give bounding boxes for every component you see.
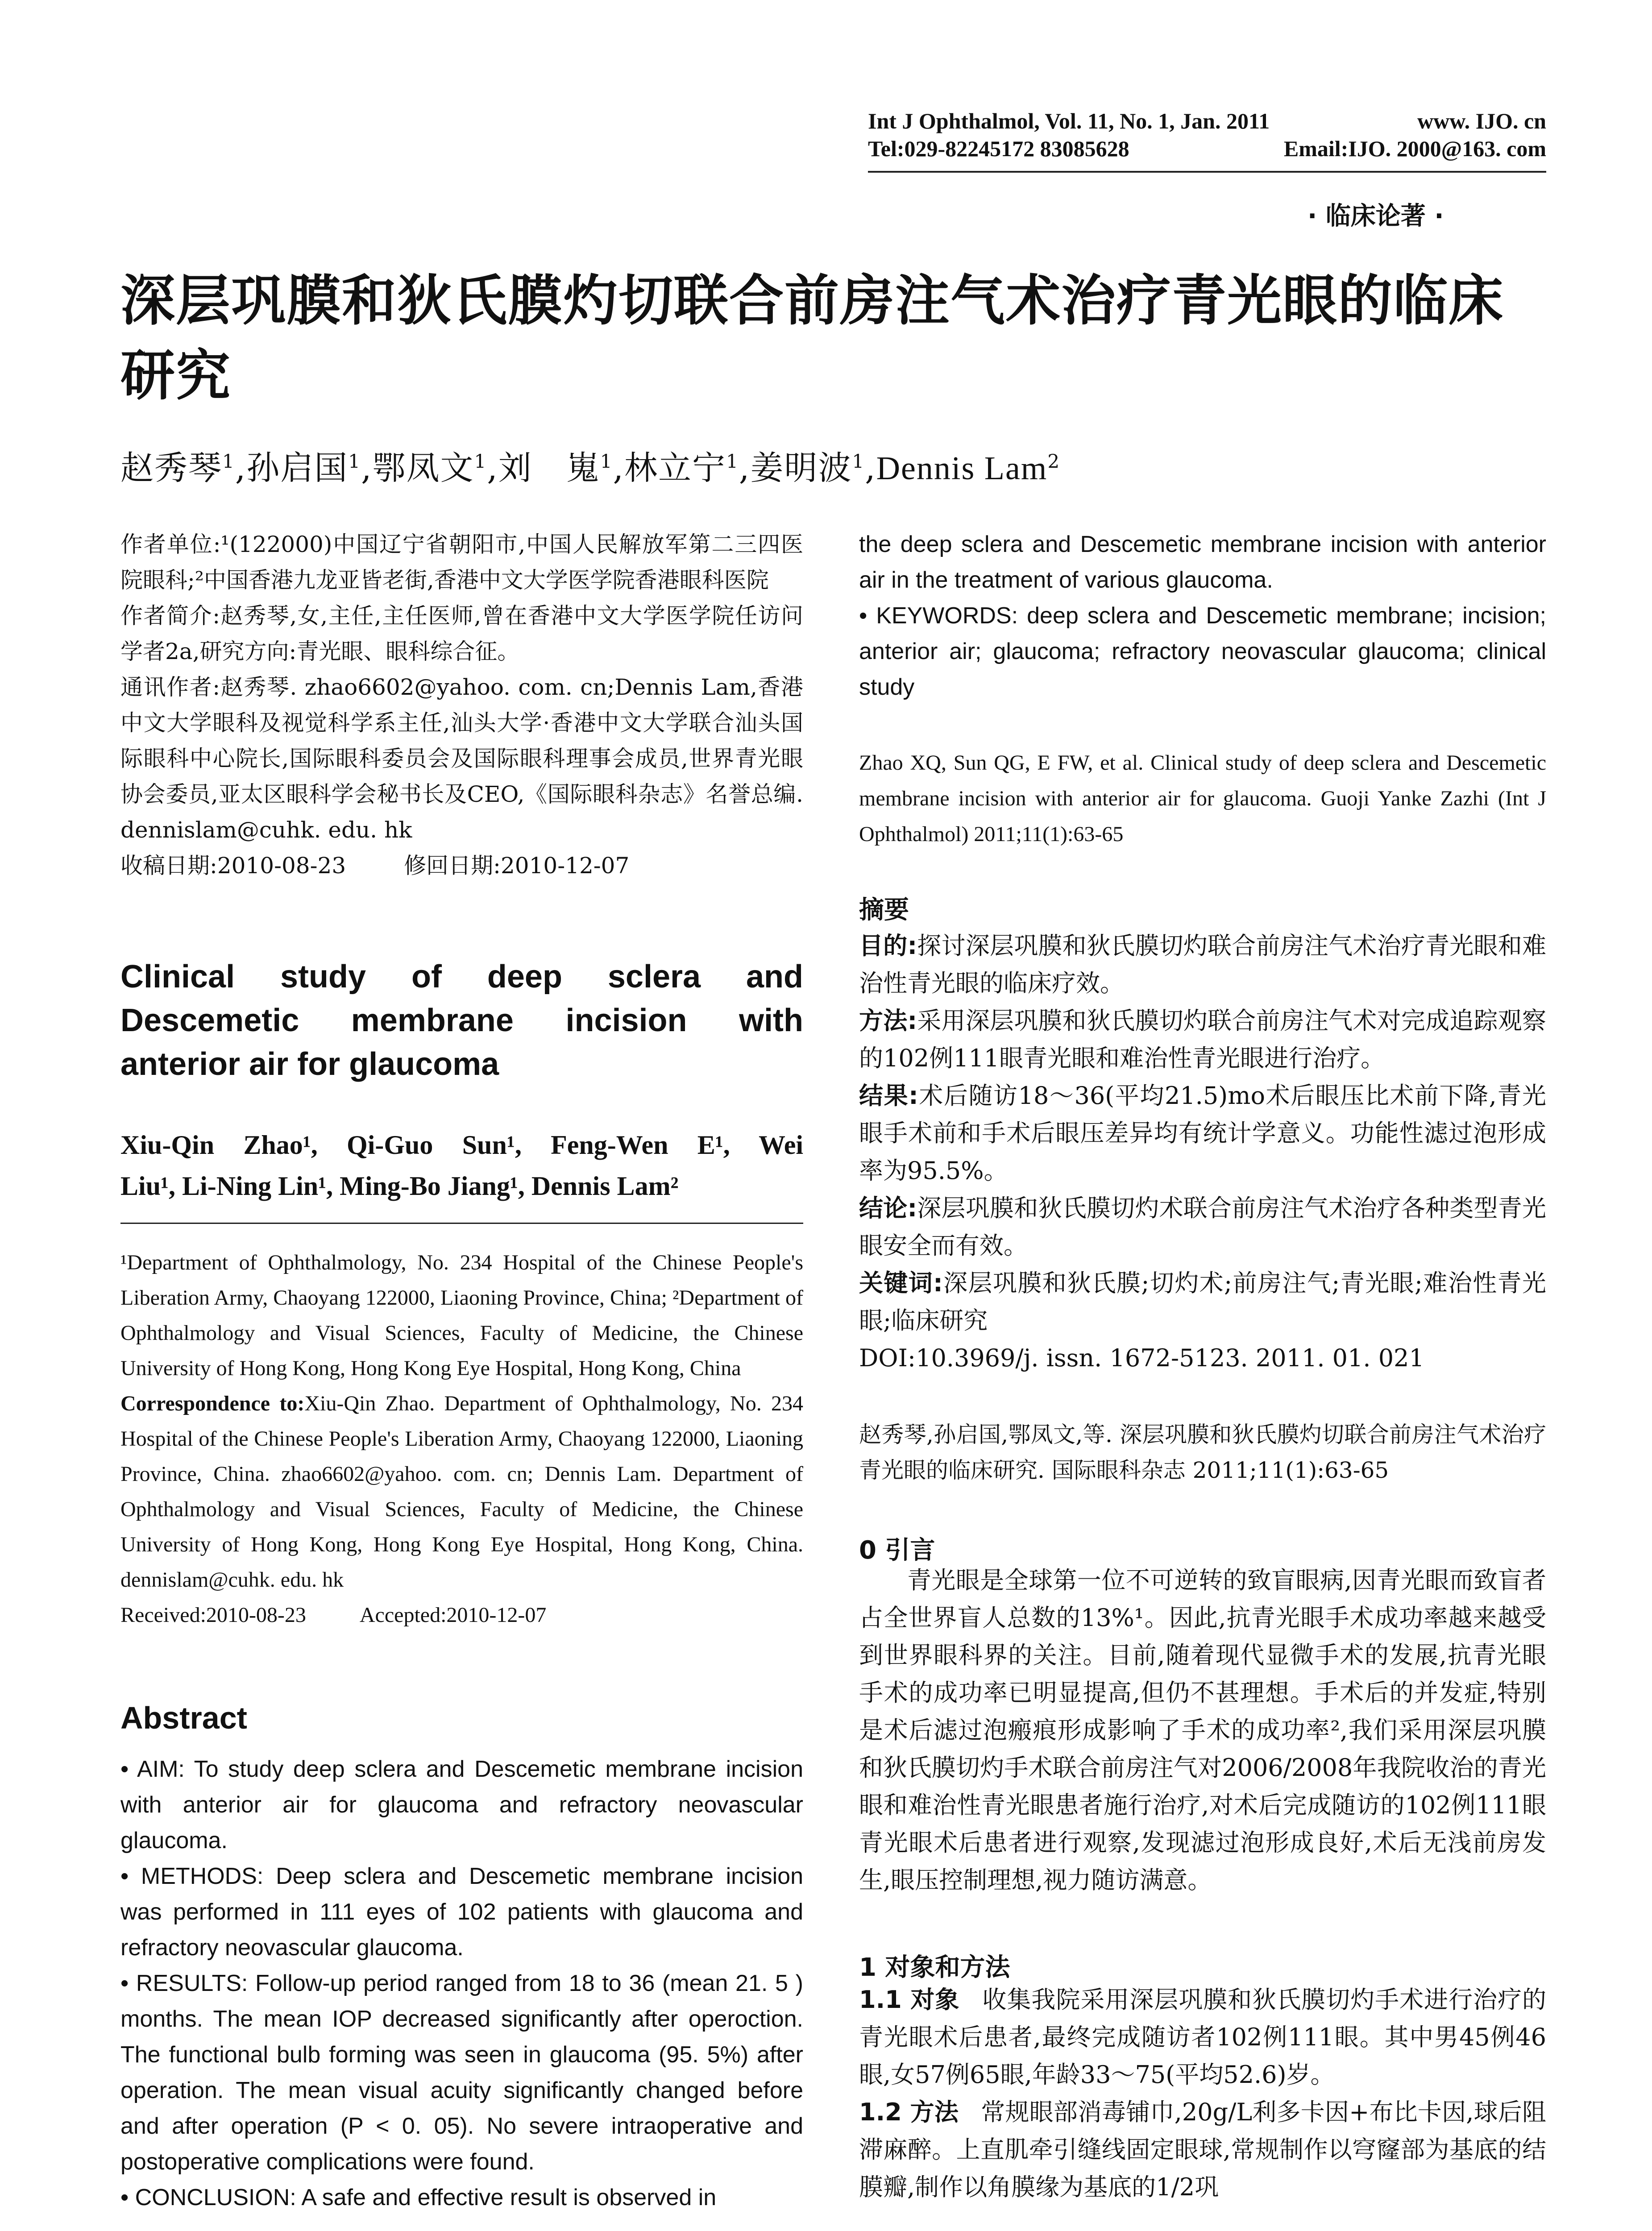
cn-abstract-heading: 摘要	[859, 896, 909, 925]
header-website: www. IJO. cn	[1417, 108, 1546, 133]
received-date-cn: 收稿日期:2010-08-23	[120, 853, 346, 879]
cn-method: 方法:采用深层巩膜和狄氏膜切灼联合前房注气术对完成追踪观察的102例111眼青光眼和难治性青光眼进行治疗。	[859, 1007, 1546, 1072]
header-rule	[868, 171, 1546, 173]
methods-body	[859, 1981, 1546, 2206]
abstract-body	[120, 1751, 803, 2215]
header-journal-info: Int J Ophthalmol, Vol. 11, No. 1, Jan. 2011	[868, 108, 1270, 133]
section-tag: · 临床论著 ·	[1307, 202, 1444, 231]
received-date-en: Received:2010-08-23	[120, 1603, 306, 1627]
journal-header	[868, 107, 1546, 162]
intro-heading: 0 引言	[859, 1536, 935, 1565]
abstract-conclusion-start: • CONCLUSION: A safe and effective result is observed in	[120, 2185, 717, 2210]
author-bio: 作者简介:赵秀琴,女,主任,主任医师,曾在香港中文大学医学院任访问学者2a,研究方向:青光眼、眼科综合征。	[120, 603, 803, 664]
authors-rule	[120, 1223, 803, 1224]
section-1-2: 1.2 方法 常规眼部消毒铺巾,20g/L利多卡因+布比卡因,球后阻滞麻醉。上直肌牵引缝线固定眼球,常规制作以穹窿部为基底的结膜瓣,制作以角膜缘为基底的1/2巩	[859, 2098, 1546, 2201]
author-4: 刘 嵬	[498, 449, 600, 487]
citation-en: Zhao XQ, Sun QG, E FW, et al. Clinical study of deep sclera and Descemetic membrane incision with anterior air for glaucoma. Guoji Yanke Zazhi (Int J Ophthalmol) 2011;11(1):63-65	[859, 751, 1546, 846]
abstract-continued	[859, 527, 1546, 705]
english-authors: Xiu-Qin Zhao¹, Qi-Guo Sun¹, Feng-Wen E¹, Wei Liu¹, Li-Ning Lin¹, Ming-Bo Jiang¹, Dennis Lam²	[120, 1130, 803, 1201]
author-2: 孙启国	[246, 449, 349, 487]
cn-result: 结果:术后随访18～36(平均21.5)mo术后眼压比术前下降,青光眼手术前和手术后眼压差异均有统计学意义。功能性滤过泡形成率为95.5%。	[859, 1082, 1546, 1185]
author-1: 赵秀琴	[120, 449, 222, 487]
author-7: Dennis Lam	[876, 450, 1048, 487]
section-1-1: 1.1 对象 收集我院采用深层巩膜和狄氏膜切灼手术进行治疗的青光眼术后患者,最终完成随访者102例111眼。其中男45例46眼,女57例65眼,年龄33～75(平均52.6)岁。	[859, 1986, 1546, 2089]
revised-date-cn: 修回日期:2010-12-07	[404, 853, 630, 879]
english-affiliations	[120, 1245, 803, 1633]
abstract-aim: • AIM: To study deep sclera and Descemetic membrane incision with anterior air for glaucoma and refractory neovascular glaucoma.	[120, 1756, 803, 1854]
authors-cn: 赵秀琴$^1$,孙启国$^1$,鄂凤文$^1$,刘 嵬$^1$,林立宁$^1$,姜明波$^1$,Dennis Lam$^2$	[120, 449, 1061, 487]
cn-purpose: 目的:探讨深层巩膜和狄氏膜切灼联合前房注气术治疗青光眼和难治性青光眼的临床疗效。	[859, 932, 1546, 997]
cn-conclusion: 结论:深层巩膜和狄氏膜切灼术联合前房注气术治疗各种类型青光眼安全而有效。	[859, 1194, 1546, 1260]
author-6: 姜明波	[750, 449, 852, 487]
abstract-keywords: • KEYWORDS: deep sclera and Descemetic membrane; incision; anterior air; glaucoma; refractory neovascular glaucoma; clinical study	[859, 603, 1546, 700]
methods-heading: 1 对象和方法	[859, 1953, 1010, 1982]
english-title: Clinical study of deep sclera and Descemetic membrane incision with anterior air for glaucoma	[120, 959, 803, 1082]
citation-cn: 赵秀琴,孙启国,鄂凤文,等. 深层巩膜和狄氏膜灼切联合前房注气术治疗青光眼的临床研究. 国际眼科杂志 2011;11(1):63-65	[859, 1422, 1546, 1483]
author-5: 林立宁	[624, 449, 726, 487]
abstract-results: • RESULTS: Follow-up period ranged from 18 to 36 (mean 21. 5 ) months. The mean IOP decreased significantly after operoction. The functional bulb forming was seen in glaucoma (95. 5%) after operation. The mean visual acuity significantly changed before and after operation (P < 0. 05). No severe intraoperative and postoperative complications were found.	[120, 1970, 803, 2175]
abstract-heading: Abstract	[120, 1700, 247, 1735]
author-info-block	[120, 527, 803, 883]
cn-keywords: 关键词:深层巩膜和狄氏膜;切灼术;前房注气;青光眼;难治性青光眼;临床研究	[859, 1269, 1546, 1335]
correspondence: Correspondence to:Xiu-Qin Zhao. Department of Ophthalmology, No. 234 Hospital of the Chinese People's Liberation Army, Chaoyang 122000, Liaoning Province, China. zhao6602@yahoo. com. cn; Dennis Lam. Department of Ophthalmology and Visual Sciences, Faculty of Medicine, the Chinese University of Hong Kong, Hong Kong Eye Hospital, Hong Kong, China. dennislam@cuhk. edu. hk	[120, 1392, 803, 1592]
doi: DOI:10.3969/j. issn. 1672-5123. 2011. 01. 021	[859, 1344, 1424, 1372]
intro-paragraph: 青光眼是全球第一位不可逆转的致盲眼病,因青光眼而致盲者占全世界盲人总数的13%¹。因此,抗青光眼手术成功率越来越受到世界眼科界的关注。目前,随着现代显微手术的发展,抗青光眼手术的成功率已明显提高,但仍不甚理想。手术后的并发症,特别是术后滤过泡瘢痕形成影响了手术的成功率²,我们采用深层巩膜和狄氏膜切灼手术联合前房注气对2006/2008年我院收治的青光眼和难治性青光眼患者施行治疗,对术后完成随访的102例111眼青光眼术后患者进行观察,发现滤过泡形成良好,术后无浅前房发生,眼压控制理想,视力随访满意。	[859, 1566, 1546, 1894]
author-unit: 作者单位:¹(122000)中国辽宁省朝阳市,中国人民解放军第二三四医院眼科;²中国香港九龙亚皆老街,香港中文大学医学院香港眼科医院	[120, 531, 803, 593]
author-3: 鄂凤文	[372, 449, 474, 487]
page-title: 深层巩膜和狄氏膜灼切联合前房注气术治疗青光眼的临床研究	[120, 269, 1504, 407]
cn-abstract	[859, 927, 1546, 1377]
corresponding-author: 通讯作者:赵秀琴. zhao6602@yahoo. com. cn;Dennis Lam,香港中文大学眼科及视觉科学系主任,汕头大学·香港中文大学联合汕头国际眼科中心院长,国际眼科委员会及国际眼科理事会成员,世界青光眼协会委员,亚太区眼科学会秘书长及CEO,《国际眼科杂志》名誉总编. dennislam@cuhk. edu. hk	[120, 674, 803, 843]
header-email: Email:IJO. 2000@163. com	[1283, 136, 1546, 161]
header-tel: Tel:029-82245172 83085628	[868, 136, 1129, 161]
intro-body	[859, 1562, 1546, 1899]
accepted-date-en: Accepted:2010-12-07	[359, 1603, 547, 1627]
abstract-methods: • METHODS: Deep sclera and Descemetic membrane incision was performed in 111 eyes of 102 patients with glaucoma and refractory neovascular glaucoma.	[120, 1863, 803, 1961]
abstract-conclusion-end: the deep sclera and Descemetic membrane incision with anterior air in the treatment of various glaucoma.	[859, 531, 1546, 593]
affiliation-text: ¹Department of Ophthalmology, No. 234 Hospital of the Chinese People's Liberation Army, Chaoyang 122000, Liaoning Province, China; ²Department of Ophthalmology and Visual Sciences, Faculty of Medicine, the Chinese University of Hong Kong, Hong Kong Eye Hospital, Hong Kong, China	[120, 1251, 803, 1380]
